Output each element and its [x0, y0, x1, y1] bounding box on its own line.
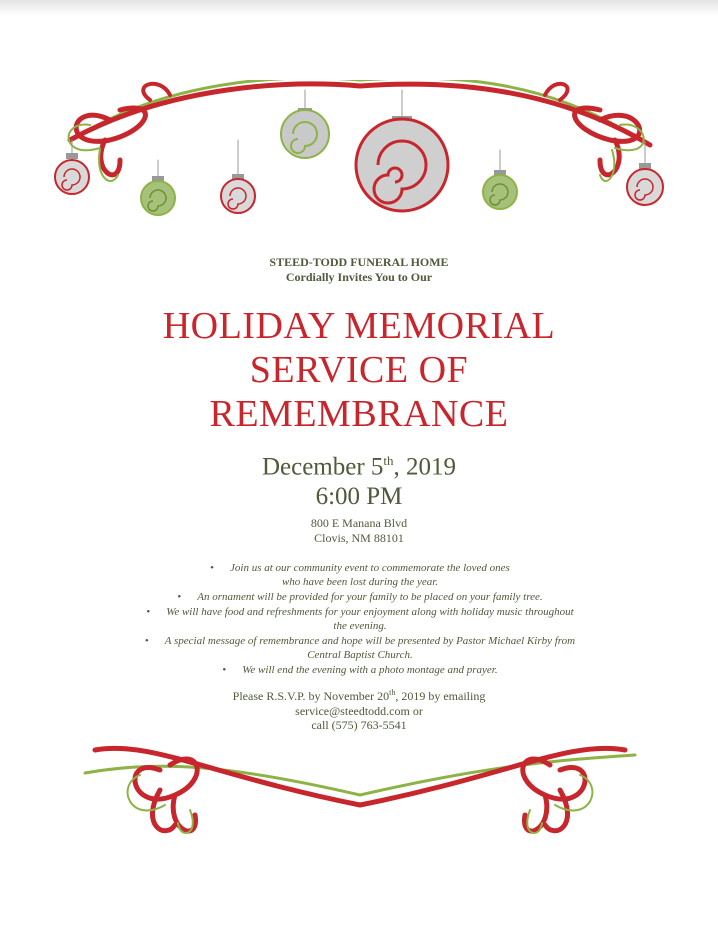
title-line-3: REMEMBRANCE — [209, 393, 509, 435]
red-ribbon — [70, 84, 650, 145]
ornament-small-green-1 — [141, 176, 175, 215]
event-title — [0, 304, 718, 436]
rsvp-phone: call (575) 763-5541 — [311, 718, 407, 732]
right-bow-red — [575, 108, 640, 175]
host-block — [0, 255, 718, 285]
ornament-medium-gray — [281, 108, 329, 158]
address-city: Clovis, NM 88101 — [314, 531, 404, 545]
list-item: • We will have food and refreshments for your enjoyment along with holiday music throughout the evening. — [146, 606, 574, 632]
title-line-2: SERVICE OF — [249, 349, 469, 391]
left-bottom-bow-red — [135, 759, 197, 831]
rsvp-line: Please R.S.V.P. by November 20th, 2019 by emailing — [232, 688, 486, 703]
event-time: 6:00 PM — [315, 483, 403, 511]
event-details-list — [90, 561, 630, 678]
title-line-1: HOLIDAY MEMORIAL — [162, 305, 556, 347]
window-top-shadow — [0, 0, 718, 16]
ornament-small-green-2 — [483, 170, 517, 209]
bottom-ribbon-decoration — [0, 735, 718, 855]
ornament-small-red-2 — [221, 174, 255, 213]
rsvp-block — [0, 686, 718, 733]
event-date: December 5th, 2019 — [261, 453, 457, 481]
invite-line: Cordially Invites You to Our — [285, 270, 433, 284]
top-ribbon-ornament-decoration — [0, 80, 718, 230]
ornament-large-red — [356, 116, 448, 211]
event-datetime — [0, 446, 718, 512]
rsvp-email: service@steedtodd.com or — [295, 703, 423, 718]
event-address — [0, 516, 718, 546]
list-item: • We will end the evening with a photo montage and prayer. — [222, 664, 498, 676]
green-ribbon-bottom — [85, 755, 635, 795]
address-street: 800 E Manana Blvd — [310, 516, 408, 530]
ornament-small-red-1 — [55, 153, 89, 194]
list-item: • Join us at our community event to commemorate the loved ones who have been lost during the year. — [210, 562, 510, 588]
list-item: • An ornament will be provided for your family to be placed on your family tree. — [177, 591, 543, 603]
host-name: STEED-TODD FUNERAL HOME — [269, 255, 449, 269]
ornament-small-red-3 — [627, 163, 663, 205]
left-bow-red — [76, 108, 145, 175]
list-item: • A special message of remembrance and hope will be presented by Pastor Michael Kirby from Central Baptist Church. — [144, 635, 576, 661]
right-bottom-bow-red — [523, 759, 585, 831]
